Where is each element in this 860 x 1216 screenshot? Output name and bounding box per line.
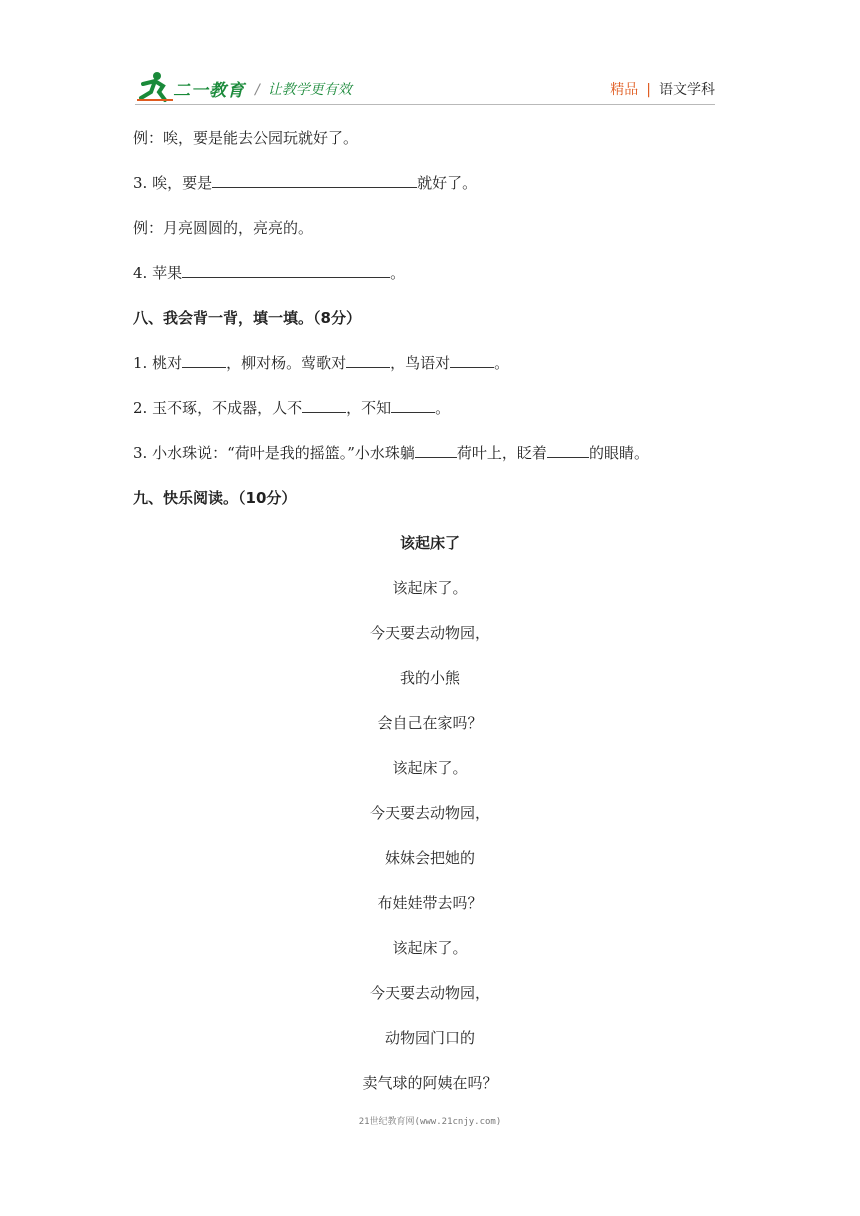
poem-line: 布娃娃带去吗？ [377, 894, 483, 912]
poem-line: 今天要去动物园， [369, 804, 490, 822]
text: 荷叶上，眨着 [456, 444, 547, 462]
logo [135, 70, 245, 104]
text: 2. 玉不琢，不成器，人不 [133, 399, 303, 417]
answer-blank[interactable] [415, 443, 457, 458]
answer-blank[interactable] [182, 353, 226, 368]
slogan-text: 让教学更有效 [267, 82, 352, 98]
text: ，柳对杨。莺歌对 [226, 354, 347, 372]
answer-blank[interactable] [346, 353, 390, 368]
text: ，鸟语对 [390, 354, 451, 372]
answer-blank[interactable] [450, 353, 494, 368]
header-divider [135, 104, 715, 105]
poem-line: 今天要去动物园， [369, 984, 490, 1002]
poem-line: 今天要去动物园， [369, 624, 490, 642]
question-3 [133, 173, 477, 193]
text: 。 [494, 354, 510, 372]
q4-prefix: 4. 苹果 [133, 264, 183, 282]
example-1: 例：唉，要是能去公园玩就好了。 [133, 129, 359, 147]
text: 的眼睛。 [588, 444, 649, 462]
s8-item-2 [133, 398, 450, 418]
q3-prefix: 3. 唉，要是 [133, 174, 213, 192]
answer-blank[interactable] [302, 398, 346, 413]
poem-line: 该起床了。 [392, 759, 468, 777]
s8-item-3 [133, 443, 649, 463]
q4-suffix: 。 [390, 264, 406, 282]
header-right: 精品 | 语文学科 [610, 82, 715, 98]
poem-line: 妹妹会把她的 [384, 849, 475, 867]
runner-icon [135, 70, 175, 104]
footer: 21世纪教育网(www.21cnjy.com) [358, 1117, 502, 1127]
poem-line: 我的小熊 [399, 669, 460, 687]
answer-blank[interactable] [391, 398, 435, 413]
section-9-heading: 九、快乐阅读。（10分） [133, 489, 297, 507]
text: 3. 小水珠说：“荷叶是我的摇篮。”小水珠躺 [133, 444, 415, 462]
answer-blank[interactable] [182, 263, 390, 278]
logo-text: 二一教育 [173, 81, 245, 101]
page-header [135, 70, 715, 108]
question-4 [133, 263, 405, 283]
poem-line: 动物园门口的 [384, 1029, 475, 1047]
poem-line: 会自己在家吗？ [377, 714, 483, 732]
poem-title: 该起床了 [399, 534, 460, 552]
text: 1. 桃对 [133, 354, 183, 372]
poem-line: 卖气球的阿姨在吗？ [362, 1074, 498, 1092]
example-2: 例：月亮圆圆的，亮亮的。 [133, 219, 314, 237]
section-8-heading: 八、我会背一背，填一填。（8分） [133, 309, 361, 327]
subject-label: 语文学科 [659, 82, 715, 98]
text: ，不知 [346, 399, 392, 417]
poem-line: 该起床了。 [392, 579, 468, 597]
text: 。 [435, 399, 451, 417]
slogan: / 让教学更有效 [255, 82, 352, 98]
q3-suffix: 就好了。 [417, 174, 478, 192]
quality-label: 精品 [610, 82, 639, 98]
answer-blank[interactable] [547, 443, 589, 458]
answer-blank[interactable] [212, 173, 417, 188]
poem-line: 该起床了。 [392, 939, 468, 957]
s8-item-1 [133, 353, 509, 373]
